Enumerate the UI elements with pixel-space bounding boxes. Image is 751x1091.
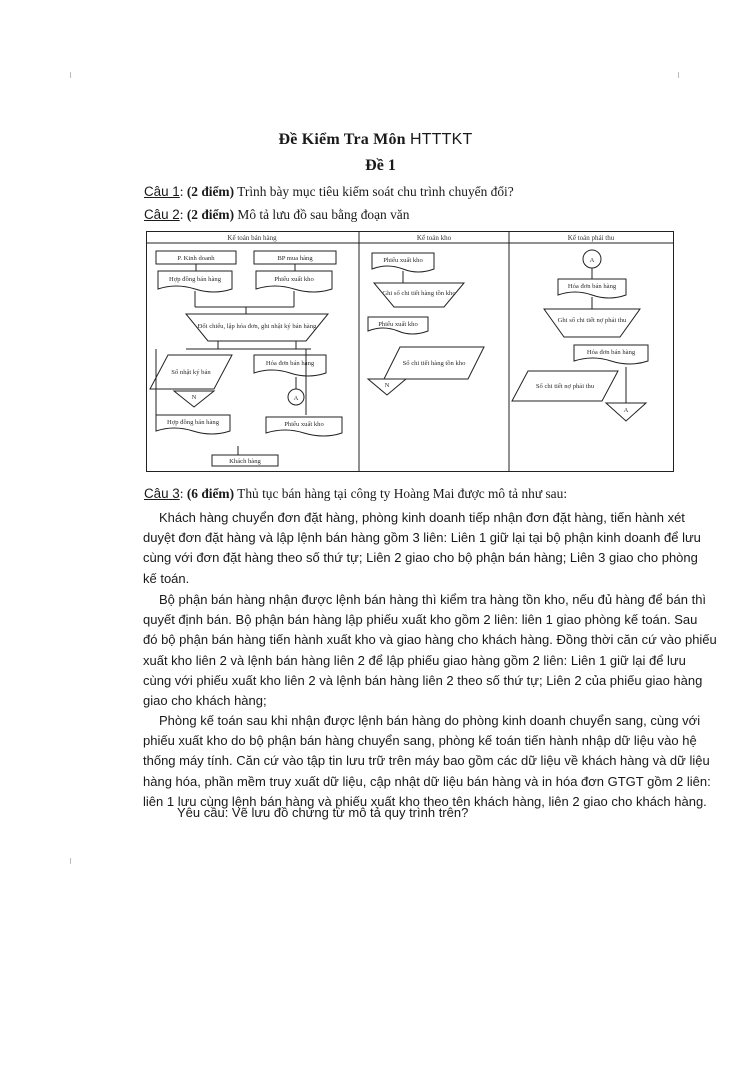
scan-mark xyxy=(678,72,679,78)
paragraph-line: xuất kho liên 2 và lệnh bán hàng liên 2 để lập phiếu giao hàng gồm 2 liên: Liên 1 giữ lại để lưu xyxy=(143,652,686,668)
paragraph-line: đó bộ phận bán hàng tiến hành xuất kho và giao hàng cho khách hàng. Đồng thời căn cứ vào phiếu xyxy=(143,632,717,648)
question-2-text: Mô tả lưu đồ sau bằng đoạn văn xyxy=(237,207,410,222)
wh-file-so-chi-tiet-label: Sổ chi tiết hàng tồn kho xyxy=(402,360,466,367)
flowchart xyxy=(146,231,674,472)
process-doi-chieu-label: Đối chiếu, lập hóa đơn, ghi nhật ký bán hàng xyxy=(197,323,317,330)
paragraph-line: Phòng kế toán sau khi nhận được lệnh bán hàng do phòng kinh doanh chuyển sang, cùng với xyxy=(159,713,701,728)
lane-title-warehouse: Kế toán kho xyxy=(416,234,452,242)
dept-mua-hang-label: BP mua hàng xyxy=(277,255,313,262)
lane-title-receivable: Kế toán phải thu xyxy=(567,234,615,242)
paragraph-3 xyxy=(143,711,711,812)
question-3: Câu 3: (6 điểm) Thủ tục bán hàng tại công ty Hoàng Mai được mô tả như sau: xyxy=(144,486,568,501)
customer-label: Khách hàng xyxy=(229,458,261,465)
question-1-points: (2 điểm) xyxy=(186,184,235,199)
paragraph-line: cùng với đơn đặt hàng theo số thứ tự; Liên 2 giao cho bộ phận bán hàng; Liên 3 giao cho phòng xyxy=(143,550,698,566)
doc-hoa-don-label: Hóa đơn bán hàng xyxy=(265,360,315,367)
question-3-text: Thủ tục bán hàng tại công ty Hoàng Mai được mô tả như sau: xyxy=(237,486,568,501)
connector-a-label: A xyxy=(293,395,299,402)
question-1-label: Câu 1 xyxy=(144,184,180,199)
paragraph-line: hàng hóa, phần mềm truy xuất dữ liệu, cập nhật dữ liệu bán hàng và in hóa đơn GTGT gồm 2 liên: xyxy=(143,773,711,789)
question-3-points: (6 điểm) xyxy=(186,486,235,501)
question-1-text: Trình bày mục tiêu kiểm soát chu trình chuyển đổi? xyxy=(237,184,514,199)
wh-doc-phieu-xuat-kho-label: Phiếu xuất kho xyxy=(383,257,423,264)
paragraph-1 xyxy=(143,508,701,589)
wh-process-ghi-so-label: Ghi sổ chi tiết hàng tồn kho xyxy=(382,290,456,297)
paragraph-line: giao cho khách hàng; xyxy=(143,692,267,708)
exam-title xyxy=(0,131,751,149)
ar-doc-hoa-don-2-label: Hóa đơn bán hàng xyxy=(586,349,636,356)
paragraph-line: Bộ phận bán hàng nhận được lệnh bán hàng thì kiểm tra hàng tồn kho, nếu đủ hàng để bán thì xyxy=(159,592,707,607)
ar-file-so-chi-tiet-label: Sổ chi tiết nợ phải thu xyxy=(535,383,595,390)
scan-mark xyxy=(70,858,71,864)
question-1: Câu 1: (2 điểm) Trình bày mục tiêu kiểm soát chu trình chuyển đổi? xyxy=(144,184,514,199)
ar-offpage-a-label: A xyxy=(623,407,629,414)
exam-title-subject: HTTTKT xyxy=(409,131,473,148)
wh-offpage-n-label: N xyxy=(384,382,390,389)
doc-phieu-xuat-kho-label: Phiếu xuất kho xyxy=(274,276,314,283)
dept-kinh-doanh-label: P. Kinh doanh xyxy=(177,255,215,262)
paragraph-line: cùng với phiếu xuất kho liên 2 và lệnh bán hàng liên 2 theo số thứ tự; Liên 2 của phiếu giao hàng xyxy=(143,672,703,688)
paragraph-line: Khách hàng chuyển đơn đặt hàng, phòng kinh doanh tiếp nhận đơn đặt hàng, tiến hành xét xyxy=(159,510,685,525)
paragraph-line: kế toán. xyxy=(143,570,190,586)
ar-doc-hoa-don-label: Hóa đơn bán hàng xyxy=(567,283,617,290)
question-3-label: Câu 3 xyxy=(144,486,180,501)
doc-hop-dong-label: Hợp đồng bán hàng xyxy=(168,276,222,283)
flowchart-svg xyxy=(146,231,674,472)
doc-phieu-xuat-kho-out-label: Phiếu xuất kho xyxy=(284,421,324,428)
question-2-label: Câu 2 xyxy=(144,207,180,222)
question-2: Câu 2: (2 điểm) Mô tả lưu đồ sau bằng đoạn văn xyxy=(144,207,410,222)
file-so-nhat-ky-label: Sổ nhật ký bán xyxy=(171,369,211,376)
paragraph-line: phiếu xuất kho do bộ phận bán hàng chuyển sang, phòng kế toán tiến hành nhập dữ liệu vào hệ xyxy=(143,733,697,749)
ar-process-ghi-so-label: Ghi sổ chi tiết nợ phải thu xyxy=(557,317,627,324)
paragraph-line: duyệt đơn đặt hàng và lập lệnh bán hàng gồm 3 liên: Liên 1 giữ lại tại bộ phận kinh doanh để lưu xyxy=(143,530,701,546)
paragraph-line: quyết định bán. Bộ phận bán hàng lập phiếu xuất kho gồm 2 liên: liên 1 giao phòng kế toán. Sau xyxy=(143,612,698,628)
paragraph-line: thống máy tính. Căn cứ vào tập tin lưu trữ trên máy bao gồm các dữ liệu về khách hàng và dữ liệu xyxy=(143,753,710,769)
scan-mark xyxy=(70,72,71,78)
lane-title-sales: Kế toán bán hàng xyxy=(227,234,277,242)
paragraph-2 xyxy=(143,590,717,711)
requirement: Yêu cầu: Vẽ lưu đồ chứng từ mô tả quy trình trên? xyxy=(177,805,469,820)
ar-connector-a-label: A xyxy=(589,257,595,264)
doc-hop-dong-out-label: Hợp đồng bán hàng xyxy=(166,419,220,426)
exam-number: Đề 1 xyxy=(365,157,396,174)
paragraph-line: liên 1 lưu cùng lệnh bán hàng và phiếu xuất kho theo tên khách hàng, liên 2 giao cho khách hàng. xyxy=(143,793,707,809)
wh-doc-phieu-xuat-kho-2-label: Phiếu xuất kho xyxy=(378,321,418,328)
exam-title-bold: Đề Kiểm Tra Môn xyxy=(278,131,406,148)
question-2-points: (2 điểm) xyxy=(186,207,235,222)
offpage-n-label: N xyxy=(191,394,197,401)
